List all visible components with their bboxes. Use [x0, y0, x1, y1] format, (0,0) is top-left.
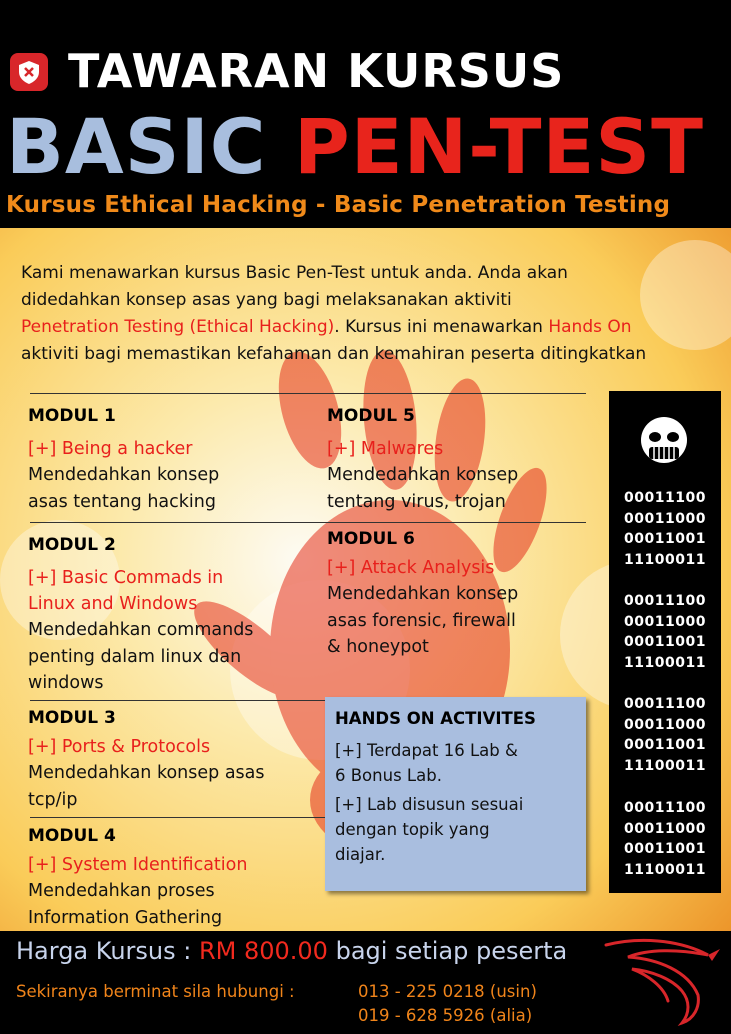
module-desc: penting dalam linux dan — [28, 646, 242, 667]
binary-line: 00011100 — [624, 593, 706, 609]
binary-line: 00011001 — [624, 841, 706, 858]
hands-on-item: [+] Terdapat 16 Lab & — [335, 741, 518, 760]
module-desc: tcp/ip — [28, 789, 78, 810]
module-desc: Mendedahkan konsep — [327, 584, 519, 604]
module-title: MODUL 6 — [327, 529, 415, 549]
module-subject: [+] Basic Commads in — [28, 568, 224, 588]
contact-label: Sekiranya berminat sila hubungi : — [16, 982, 295, 1001]
binary-line: 00011000 — [624, 510, 706, 527]
binary-group — [609, 488, 721, 570]
binary-line: 00011100 — [624, 490, 706, 506]
dragon-logo-icon — [598, 935, 724, 1027]
intro-line — [21, 314, 727, 341]
module-desc: asas forensic, firewall — [327, 610, 516, 631]
module-title: MODUL 3 — [28, 708, 116, 728]
binary-line: 00011000 — [624, 613, 706, 630]
module-subject: [+] Ports & Protocols — [28, 737, 211, 757]
binary-line: 00011100 — [624, 696, 706, 712]
price-line — [16, 937, 567, 965]
module-desc: Mendedahkan proses — [28, 881, 215, 901]
price-suffix: bagi setiap peserta — [327, 937, 568, 965]
binary-line: 00011001 — [624, 531, 706, 548]
intro-paragraph — [21, 260, 727, 368]
binary-line: 11100011 — [624, 551, 706, 568]
module-title: MODUL 1 — [28, 406, 116, 426]
price-amount: RM 800.00 — [198, 937, 328, 965]
module-desc: Mendedahkan konsep asas — [28, 763, 265, 783]
page-title — [6, 102, 704, 191]
intro-line: aktiviti bagi memastikan kefahaman dan kemahiran peserta ditingkatkan — [21, 344, 647, 364]
module-subject: [+] Being a hacker — [28, 439, 193, 459]
hands-on-box — [325, 697, 586, 891]
phone-number: 019 - 628 5926 (alia) — [358, 1006, 533, 1025]
title-line1: TAWARAN KURSUS — [68, 44, 565, 98]
hands-on-item: [+] Lab disusun sesuai — [335, 795, 524, 814]
skull-icon — [637, 415, 691, 469]
module-desc: tentang virus, trojan — [327, 491, 506, 512]
title-word-basic: BASIC — [6, 102, 267, 191]
module-title: MODUL 4 — [28, 826, 116, 846]
divider — [30, 393, 586, 394]
binary-line: 00011001 — [624, 634, 706, 651]
module-subject: [+] System Identification — [28, 855, 248, 875]
binary-group — [609, 591, 721, 673]
hands-on-item: 6 Bonus Lab. — [335, 766, 442, 785]
module-desc: Mendedahkan konsep — [28, 465, 220, 485]
intro-line: didedahkan konsep asas yang bagi melaksanakan aktiviti — [21, 290, 512, 310]
hands-on-title: HANDS ON ACTIVITES — [335, 709, 536, 728]
module-desc: asas tentang hacking — [28, 491, 216, 512]
intro-line: Kami menawarkan kursus Basic Pen-Test untuk anda. Anda akan — [21, 263, 568, 283]
module-subject: [+] Malwares — [327, 439, 444, 459]
binary-line: 11100011 — [624, 654, 706, 671]
module-desc: windows — [28, 673, 104, 693]
binary-line: 11100011 — [624, 861, 706, 878]
shield-logo-icon — [10, 53, 48, 91]
binary-line: 00011100 — [624, 800, 706, 816]
divider — [30, 817, 326, 818]
divider — [30, 522, 586, 523]
module-subject: [+] Attack Analysis — [327, 558, 495, 578]
binary-line: 00011001 — [624, 737, 706, 754]
module-4 — [28, 826, 247, 931]
hands-on-item: dengan topik yang — [335, 820, 490, 839]
module-desc: Mendedahkan konsep — [327, 465, 519, 485]
price-label: Harga Kursus : — [16, 937, 199, 965]
binary-group — [609, 798, 721, 880]
module-desc: & honeypot — [327, 637, 429, 657]
intro-highlight: Hands On — [548, 317, 632, 337]
binary-group — [609, 694, 721, 776]
module-desc: Mendedahkan commands — [28, 620, 254, 640]
module-title: MODUL 2 — [28, 535, 116, 555]
module-3 — [28, 708, 265, 813]
module-5 — [327, 406, 518, 515]
binary-column — [609, 391, 721, 893]
phone-number: 013 - 225 0218 (usin) — [358, 982, 537, 1001]
subtitle: Kursus Ethical Hacking - Basic Penetration Testing — [6, 192, 671, 218]
binary-line: 00011000 — [624, 716, 706, 733]
module-2 — [28, 535, 253, 697]
binary-line: 11100011 — [624, 757, 706, 774]
module-subject: Linux and Windows — [28, 594, 198, 614]
module-6 — [327, 529, 518, 661]
module-1 — [28, 406, 219, 515]
binary-line: 00011000 — [624, 820, 706, 837]
title-word-pentest: PEN-TEST — [294, 102, 704, 191]
divider — [30, 700, 326, 701]
intro-text: . Kursus ini menawarkan — [334, 317, 549, 337]
module-desc: Information Gathering — [28, 907, 223, 928]
module-title: MODUL 5 — [327, 406, 415, 426]
intro-highlight: Penetration Testing (Ethical Hacking) — [21, 317, 335, 337]
hands-on-item: diajar. — [335, 845, 386, 864]
